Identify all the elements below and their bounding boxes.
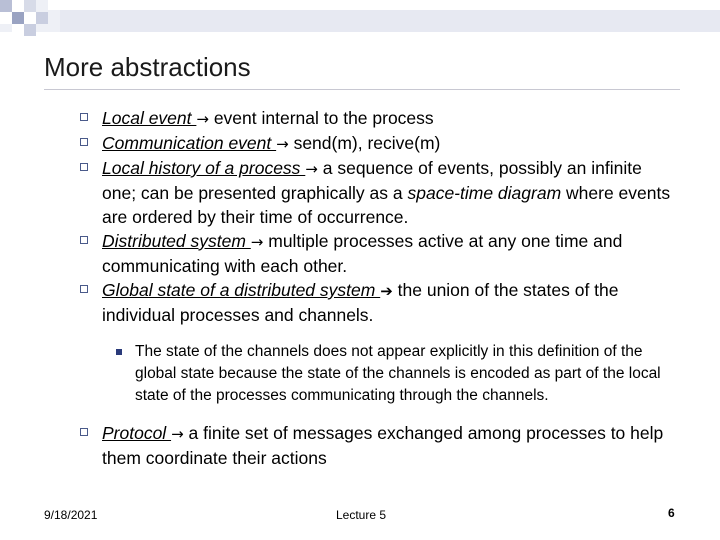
term: Global state of a distributed system <box>102 280 381 300</box>
term: Protocol <box>102 423 172 443</box>
list-item <box>80 156 680 229</box>
filled-square-bullet-icon <box>116 349 122 355</box>
header-decoration <box>0 0 720 50</box>
italic-phrase: space-time diagram <box>407 183 562 203</box>
list-item <box>80 131 680 156</box>
footer-lecture: Lecture 5 <box>336 508 387 522</box>
arrow-icon: → <box>276 135 289 153</box>
term: Local event <box>102 108 197 128</box>
definition-cont: where events are ordered by their time of occurrence. <box>102 183 671 227</box>
square-bullet-icon <box>80 163 88 171</box>
arrow-icon: → <box>196 110 209 128</box>
square-bullet-icon <box>80 236 88 244</box>
definition: send(m), recive(m) <box>288 133 441 153</box>
title-divider <box>44 89 680 90</box>
arrow-icon: → <box>250 233 264 251</box>
definition: a finite set of messages exchanged among processes to help them coordinate their actions <box>102 423 664 468</box>
slide-title: More abstractions <box>44 52 251 82</box>
square-bullet-icon <box>80 428 88 436</box>
list-item <box>80 278 680 327</box>
bullet-list <box>80 106 680 470</box>
sub-item-text: The state of the channels does not appear explicitly in this definition of the global state because the state of the channels is encoded as part of the local state of the processes communicating through the channels. <box>135 343 661 404</box>
term: Local history of a process <box>102 158 306 178</box>
list-item <box>80 106 680 131</box>
term: Communication event <box>102 133 277 153</box>
sub-list-item <box>135 341 680 407</box>
footer-date: 9/18/2021 <box>44 508 98 522</box>
arrow-icon: → <box>305 160 318 178</box>
definition: event internal to the process <box>208 108 434 128</box>
bold-arrow-icon: ➔ <box>380 282 393 300</box>
definition: the union of the states of the individual processes and channels. <box>102 280 619 325</box>
arrow-icon: → <box>171 425 184 443</box>
square-bullet-icon <box>80 285 88 293</box>
page-number: 6 <box>668 506 675 520</box>
definition: a sequence of events, possibly an infinite one; can be presented graphically as a <box>102 158 642 203</box>
square-bullet-icon <box>80 138 88 146</box>
square-bullet-icon <box>80 113 88 121</box>
list-item <box>80 421 680 470</box>
list-item <box>80 229 680 278</box>
term: Distributed system <box>102 231 251 251</box>
definition: multiple processes active at any one time and communicating with each other. <box>102 231 623 276</box>
